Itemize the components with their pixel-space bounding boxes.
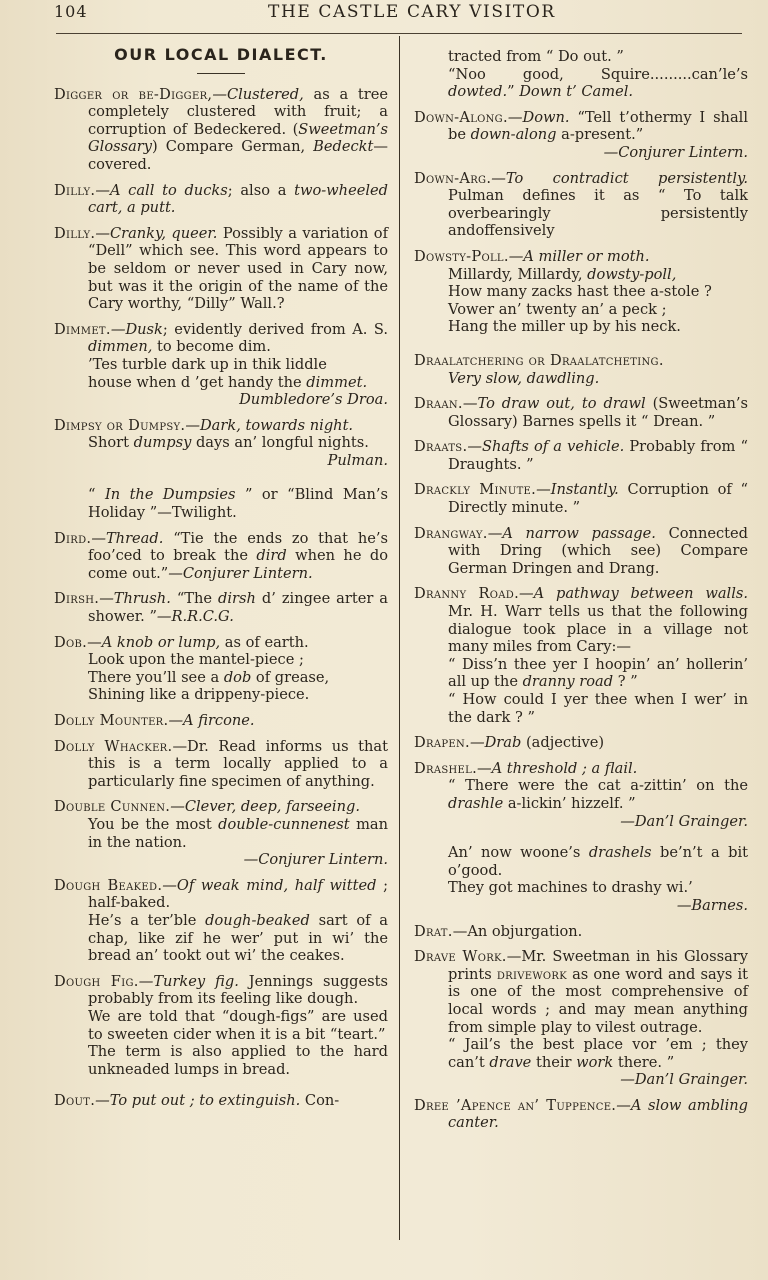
entry-dimmet (54, 321, 388, 409)
verse-line (448, 266, 748, 284)
definition: —A narrow passage. (487, 524, 656, 542)
quote-text: ? ” (613, 673, 638, 691)
entry-text: ; evidently derived from A. S. (162, 320, 388, 338)
quote-line: They got machines to drashy wi.’ (448, 879, 693, 897)
verse-line: Look upon the mantel-piece ; (88, 651, 304, 669)
attribution: Dumbledore’s Droa. (239, 391, 388, 409)
attribution: —Barnes. (676, 896, 748, 914)
quote-text: He’s a ter’ble (88, 911, 206, 929)
definition: —Turkey fig. (138, 972, 239, 990)
entry-dough-beaked (54, 877, 388, 965)
entry-text: “Tie the ends zo that he’s foo’ced to break the (88, 529, 388, 565)
entry-text: Pulman defines it as “ To talk overbearingly persistently andoffensively (448, 187, 748, 240)
entry-text: when he do come out.” (88, 547, 388, 582)
quote-line (88, 912, 388, 965)
quote-word: work (576, 1053, 614, 1071)
entry-text: ; half-baked. (88, 876, 389, 912)
entry-text: d’ zingee arter a shower. ” (88, 590, 389, 626)
entry-drave-work (414, 948, 748, 1089)
quote-line (448, 777, 748, 812)
entry-dree-apence (414, 1097, 748, 1132)
headword: Drapen. (414, 734, 470, 752)
title-rule (197, 73, 245, 74)
quote-text: sart of a chap, like zif he wer’ put in wi’ the bread an’ tookt out wi’ the ceakes. (88, 911, 388, 965)
definition: —Clever, deep, farseeing. (170, 798, 360, 816)
verse-text: Millardy, Millardy, (448, 265, 588, 283)
entry-text: Con- (300, 1092, 340, 1110)
definition: —A miller or moth. (508, 247, 650, 265)
quote-text: man in the nation. (88, 815, 389, 851)
entry-double-cunnen (54, 798, 388, 868)
headword: Down-Arg. (414, 169, 492, 187)
entry-dimpsy (54, 417, 388, 522)
entry-text: —covered. (88, 138, 388, 173)
entry-dirsh (54, 590, 388, 625)
quote-line (448, 1036, 748, 1071)
verse-text: of grease, (251, 668, 330, 686)
headword: Dilly. (54, 224, 96, 242)
verse-line: How many zacks hast thee a-stole ? (448, 283, 712, 301)
headword: Dob. (54, 633, 88, 651)
quote-line: “ How could I yer thee when I wer’ in the dark ? ” (448, 691, 748, 726)
definition: Very slow, dawdling. (448, 369, 600, 387)
definition: —Clustered, (212, 85, 304, 103)
headword: Double Cunnen. (54, 798, 171, 816)
quote-line (88, 434, 388, 452)
definition: —A pathway between walls. (519, 585, 748, 603)
headword-variant: drivework (496, 965, 568, 983)
entry-text: “Tell t’othermy I shall be (448, 108, 748, 144)
quote-text: house when d ’get handy the (88, 373, 307, 391)
definition: —To contradict persistently. (491, 169, 748, 187)
entry-dowsty-poll (414, 248, 748, 336)
header-rule (56, 33, 742, 34)
definition: —A slow ambling canter. (448, 1096, 748, 1132)
etymon: dimmen, (88, 338, 153, 356)
entry-text: as of earth. (220, 633, 309, 651)
quote-text: be’n’t a bit o’good. (448, 844, 748, 879)
attribution: —Conjurer Lintern. (168, 564, 313, 582)
quote-word: dirsh (218, 590, 256, 608)
entry-dolly-mounter (54, 712, 388, 730)
headword: Draan. (414, 395, 463, 413)
entry-text: “The (170, 590, 219, 608)
headword: Drave Work. (414, 948, 507, 966)
definition: —A fircone. (168, 712, 255, 729)
entry-text: Mr. H. Warr tells us that the following dialogue took place in a village not many miles from Cary:— (448, 603, 748, 656)
entry-dilly-2 (54, 225, 388, 313)
entry-dranny-road (414, 585, 748, 726)
quote-line (88, 486, 388, 521)
entry-text: Corruption of “ Directly minute. ” (448, 481, 748, 517)
headword: Drackly Minute. (414, 481, 537, 499)
headword: Digger or be-Digger, (54, 85, 213, 103)
entry-dout-continued (414, 48, 748, 101)
definition: two-wheeled cart, a putt. (88, 181, 388, 217)
quote-line (448, 66, 748, 101)
definition: —Of weak mind, half witted (162, 876, 377, 894)
entry-text: (adjective) (521, 734, 605, 752)
quote-word: In the Dumpsies (104, 486, 236, 504)
attribution: —Conjurer Lintern. (603, 143, 748, 161)
entry-text: —Mr. Sweetman in his Glossary prints (448, 948, 748, 983)
attribution: —R.R.C.G. (156, 608, 234, 626)
verse-line (88, 669, 388, 687)
quote-text: “ There were the cat a-zittin’ on the (448, 777, 748, 795)
quote-word: dird (256, 547, 287, 565)
definition: —Dark, towards night. (185, 416, 354, 434)
definition: —Thrush. (99, 590, 171, 608)
quote-text: “ (88, 486, 105, 504)
attribution: Pulman. (327, 451, 388, 469)
headword: Dimmet. (54, 320, 111, 338)
headword: Dimpsy or Dumpsy. (54, 416, 186, 434)
headword: Draalatchering or Draalatcheting. (414, 351, 664, 369)
entry-dilly-1 (54, 182, 388, 217)
verse-line: Vower an’ twenty an’ a peck ; (448, 300, 667, 318)
verse-word: dowsty-poll, (587, 265, 677, 283)
headword: Dirsh. (54, 590, 100, 608)
quote-text: there. ” (613, 1053, 675, 1071)
attribution: —Dan’l Grainger. (620, 1071, 748, 1089)
entry-digger (54, 86, 388, 174)
headword: Dolly Whacker. (54, 737, 173, 755)
entry-paragraph: The term is also applied to the hard unkneaded lumps in bread. (88, 1043, 388, 1078)
entry-down-along (414, 109, 748, 162)
definition: —A threshold ; a flail. (477, 759, 638, 777)
quote-text: “Noo good, Squire.........can’le’s (448, 65, 748, 83)
quote-word: down-along (470, 126, 557, 144)
entry-draats (414, 438, 748, 473)
entry-text: Connected with Dring (which see) Compare German Dringen and Drang. (448, 524, 748, 577)
entry-text: ; also a (227, 181, 295, 199)
entry-text: as one word and says it is one of the most comprehensive of local words ; and may mean anything from simple play to vilest outrage. (448, 965, 748, 1036)
headword: Drat. (414, 922, 453, 940)
quote-line (448, 844, 748, 879)
entry-text: (Sweetman’s Glossary) Barnes spells it “ Drean. ” (448, 395, 748, 430)
entry-text: Probably from “ Draughts. ” (448, 438, 748, 473)
entry-text: Jennings suggests probably from its feeling like dough. (88, 972, 388, 1008)
definition: —Thread. (91, 529, 164, 547)
quote-word: drave (489, 1053, 532, 1071)
quote-word: dough-beaked (205, 911, 310, 929)
running-head (0, 2, 768, 26)
headword: Dout. (54, 1092, 96, 1110)
page-number: 104 (54, 2, 88, 21)
definition: —Instantly. (536, 481, 619, 499)
entry-text: ) Compare German, (152, 138, 314, 156)
entry-drashel (414, 760, 748, 915)
german-word: Bedeckt (313, 138, 374, 156)
quote-text: ” (507, 83, 520, 101)
quote-line: ’Tes turble dark up in thik liddle (88, 355, 327, 373)
column-divider (399, 36, 400, 1240)
entry-dout (54, 1092, 388, 1110)
headword: Dree ’Apence an’ Tuppence. (414, 1096, 617, 1114)
quote-text: a-lickin’ hizzelf. ” (503, 794, 636, 812)
entry-drat (414, 923, 748, 941)
headword: Dowsty-Poll. (414, 247, 509, 265)
entry-text: tracted from “ Do out. ” (448, 48, 624, 65)
quote-line (88, 374, 388, 392)
quote-word: drashle (448, 794, 504, 812)
headword: Drangway. (414, 524, 488, 542)
quote-text: days an’ longful nights. (191, 434, 369, 452)
entry-dolly-whacker (54, 738, 388, 791)
entry-paragraph: We are told that “dough-figs” are used to sweeten cider when it is a bit “teart.” (88, 1007, 388, 1043)
definition: —Cranky, queer. (95, 224, 218, 242)
headword: Dough Beaked. (54, 876, 163, 894)
quote-text: “ Jail’s the best place vor ’em ; they can’t (448, 1036, 748, 1071)
definition: —Down. (507, 108, 570, 126)
definition: —Shafts of a vehicle. (467, 438, 625, 456)
headword: Drashel. (414, 759, 478, 777)
headword: Draats. (414, 438, 468, 456)
entry-text: as a tree completely clustered with fruit; a corruption of Bedeckered. ( (88, 85, 388, 138)
entry-down-arg (414, 170, 748, 240)
attribution: Down t’ Camel. (519, 83, 634, 101)
quote-text: Short (88, 434, 134, 452)
entry-drangway (414, 525, 748, 578)
quote-line (448, 656, 748, 691)
quote-word: dranny road (522, 673, 614, 691)
definition: —To put out ; to extinguish. (95, 1092, 301, 1110)
entry-text: Possibly a variation of “Dell” which see. This word appears to be seldom or never used in Cary now, but was it the origin of the name of the Cary worthy, “Dilly” Wall.? (88, 224, 388, 313)
headword: Dolly Mounter. (54, 712, 169, 729)
running-title: THE CASTLE CARY VISITOR (268, 2, 556, 22)
entry-dough-fig (54, 973, 388, 1079)
verse-word: dob (223, 668, 252, 686)
source-title: Sweetman’s Glossary (88, 120, 388, 156)
entry-text: a-present.” (556, 126, 644, 144)
entry-text: to become dim. (152, 338, 271, 356)
quote-text: An’ now woone’s (448, 844, 589, 862)
quote-word: dumpsy (133, 434, 192, 452)
quote-line (88, 816, 388, 851)
right-column (414, 42, 748, 1140)
entry-draalatchering (414, 352, 748, 387)
definition: —A knob or lump, (87, 633, 221, 651)
verse-line: Shining like a drippeny-piece. (88, 686, 310, 704)
quote-word: dowted. (448, 83, 508, 101)
headword: Dough Fig. (54, 972, 139, 990)
entry-dird (54, 530, 388, 583)
quote-word: drashels (588, 844, 652, 862)
headword: Dilly. (54, 181, 96, 199)
headword: Dird. (54, 529, 92, 547)
left-column (54, 42, 388, 1118)
quote-word: double-cunnenest (218, 815, 350, 833)
definition: —A call to ducks (95, 181, 228, 199)
headword: Dranny Road. (414, 585, 520, 603)
entry-text: —An objurgation. (452, 922, 583, 940)
entry-draan (414, 395, 748, 430)
quote-word: dimmet. (306, 373, 368, 391)
quote-text: “ Diss’n thee yer I hoopin’ an’ hollerin’ all up the (448, 655, 748, 691)
section-title: OUR LOCAL DIALECT. (114, 45, 328, 64)
quote-text: You be the most (88, 815, 219, 833)
definition: —To draw out, to drawl (462, 395, 646, 413)
entry-text: —Dr. Read informs us that this is a term locally applied to a particularly fine specimen of anything. (88, 737, 388, 790)
verse-text: There you’ll see a (88, 668, 224, 686)
definition: —Drab (469, 734, 522, 752)
definition: —Dusk (110, 320, 163, 338)
attribution: —Conjurer Lintern. (243, 851, 388, 869)
headword: Down-Along. (414, 108, 508, 126)
verse-line: Hang the miller up by his neck. (448, 318, 681, 336)
entry-drackly-minute (414, 481, 748, 516)
quote-text: ” or “Blind Man’s Holiday ”—Twilight. (88, 486, 389, 522)
attribution: —Dan’l Grainger. (620, 812, 748, 830)
entry-dob (54, 634, 388, 704)
entry-drapen (414, 734, 748, 752)
quote-text: their (531, 1053, 577, 1071)
